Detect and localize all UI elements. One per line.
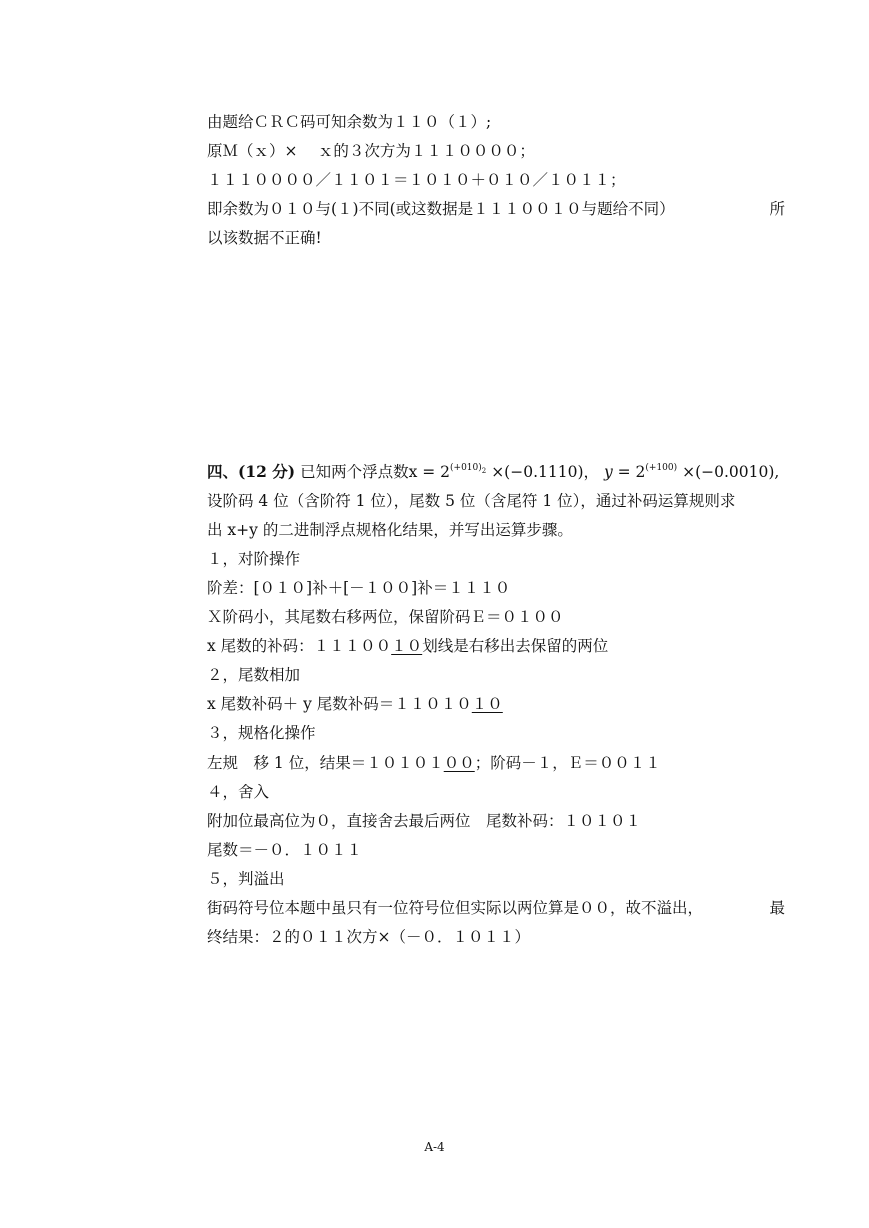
crc-line-3: １１１００００／１１０１＝１０１０＋０１０／１０１１； — [207, 171, 626, 189]
y-exponent: (+100) — [645, 463, 678, 473]
x-exponent: (+010)2 — [450, 463, 487, 475]
step-3-normalize: 左规 移 1 位，结果＝１０１０１００；阶码－１，Ｅ＝００１１ — [207, 754, 661, 772]
step-4-rounding: 附加位最高位为０，直接舍去最后两位 尾数补码：１０１０１ — [207, 812, 642, 830]
x-mantissa: ×(−0.1110)， — [491, 463, 599, 481]
step-5-overflow: 街码符号位本题中虽只有一位符号位但实际以两位算是００，故不溢出， 最 — [207, 899, 785, 917]
crc-line-5: 以该数据不正确! — [207, 229, 322, 247]
crc-line-4-right: 所 — [769, 200, 785, 218]
step-5-result: 终结果：２的０１１次方×（－０．１０１１） — [207, 928, 530, 946]
step-4-mantissa: 尾数＝－０．１０１１ — [207, 841, 363, 859]
step-2-sum: x 尾数补码＋ y 尾数补码＝１１０１０１０ — [207, 695, 503, 713]
question-4-heading: 四、(12 分) — [207, 462, 296, 481]
step-2-title: ２，尾数相加 — [207, 666, 301, 684]
question-4-line-3: 出 x+y 的二进制浮点规格化结果，并写出运算步骤。 — [207, 521, 573, 539]
crc-line-4 — [207, 199, 785, 219]
step-5-title: ５，判溢出 — [207, 870, 285, 888]
page-number: A-4 — [424, 1140, 445, 1154]
question-4-line-2: 设阶码 4 位（含阶符 1 位），尾数 5 位（含尾符 1 位），通过补码运算规则求 — [207, 492, 736, 510]
y-variable: y — [603, 463, 613, 481]
crc-line-1: 由题给ＣＲＣ码可知余数为１１０（１）; — [207, 113, 492, 131]
underlined-bits: ００ — [443, 754, 475, 772]
question-4-intro: 已知两个浮点数x = 2 — [300, 463, 451, 481]
step-1-exponent-diff: 阶差：[０１０]补＋[－１００]补＝１１１０ — [207, 579, 511, 597]
crc-line-4-left: 即余数为０１０与(１)不同(或这数据是１１１００１０与题给不同） — [207, 200, 675, 218]
y-equals: = 2 — [612, 463, 646, 481]
step-4-title: ４，舍入 — [207, 783, 270, 801]
question-4-statement — [207, 462, 779, 482]
y-mantissa: ×(−0.0010), — [682, 463, 780, 481]
underlined-bits: １０ — [471, 695, 503, 713]
step-1-title: １，对阶操作 — [207, 550, 301, 568]
step-1-shift: Ｘ阶码小，其尾数右移两位，保留阶码Ｅ＝０１００ — [207, 608, 564, 626]
crc-line-2: 原Ｍ（ｘ）× ｘ的３次方为１１１００００； — [207, 142, 535, 160]
step-3-title: ３，规格化操作 — [207, 724, 316, 742]
underlined-bits: １０ — [391, 637, 423, 655]
step-1-x-complement: x 尾数的补码：１１１００１０划线是右移出去保留的两位 — [207, 637, 609, 655]
